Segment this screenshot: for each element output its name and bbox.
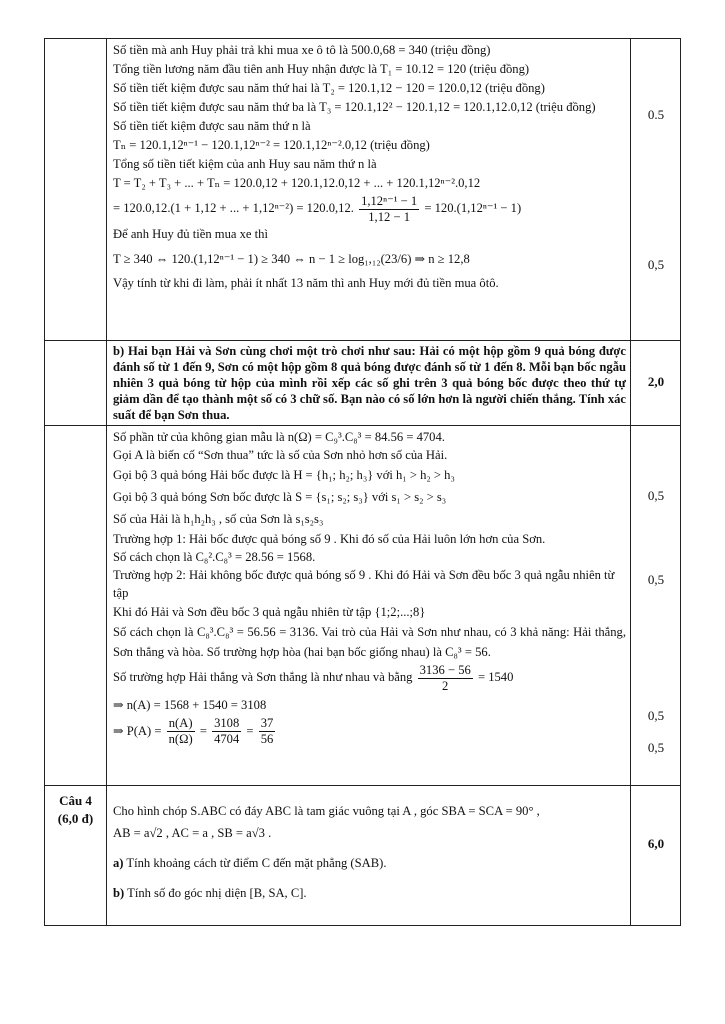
denominator: 1,12 − 1 — [368, 209, 410, 224]
score-cell — [631, 426, 681, 786]
fraction — [418, 663, 473, 694]
question-label-cell — [45, 786, 107, 926]
score-value: 0,5 — [647, 740, 665, 755]
score-value: 0,5 — [647, 257, 665, 272]
fraction — [359, 194, 419, 225]
fraction — [259, 716, 276, 747]
solution-line: Số của Hải là h₁h₂h₃ , số của Sơn là s₁s₂s₃ — [113, 512, 324, 526]
denominator: 2 — [442, 678, 449, 693]
question-cell-empty — [45, 39, 107, 341]
solution-line: Số tiền tiết kiệm được sau năm thứ hai là T₂ = 120.1,12 − 120 = 120.0,12 (triệu đồng) — [113, 81, 545, 95]
subquestion-text: Tính số đo góc nhị diện [B, SA, C]. — [127, 886, 307, 900]
score-value: 6,0 — [647, 836, 665, 851]
denominator: n(Ω) — [168, 732, 193, 747]
solution-line: Vậy tính từ khi đi làm, phải ít nhất 13 năm thì anh Huy mới đủ tiền mua ôtô. — [113, 275, 499, 290]
solution-line: Để anh Huy đủ tiền mua xe thì — [113, 226, 268, 241]
solution-line: Tₙ = 120.1,12ⁿ⁻¹ − 120.1,12ⁿ⁻² = 120.1,12ⁿ⁻².0,12 (triệu đồng) — [113, 138, 430, 152]
question-4-cell — [107, 786, 631, 926]
question-number: Câu 4 — [59, 793, 92, 808]
solution-line: Số tiền tiết kiệm được sau năm thứ ba là T₃ = 120.1,12² − 120.1,12 = 120.1,12.0,12 (triệu đồng) — [113, 100, 596, 114]
solution-line-fraction — [113, 662, 626, 694]
solution-line: Trường hợp 1: Hải bốc được quả bóng số 9 . Khi đó số của Hải luôn lớn hơn của Sơn. — [113, 532, 546, 546]
numerator: 1,12ⁿ⁻¹ − 1 — [361, 193, 418, 208]
denominator: 56 — [260, 732, 274, 747]
solution-line: Gọi bộ 3 quả bóng Hải bốc được là H = {h₁; h₂; h₃} với h₁ > h₂ > h₃ — [113, 468, 455, 482]
solution-line: Số tiền tiết kiệm được sau năm thứ n là — [113, 119, 311, 133]
solution-line: Số cách chọn là C₈².C₈³ = 28.56 = 1568. — [113, 550, 316, 564]
solution-line: Gọi bộ 3 quả bóng Sơn bốc được là S = {s₁; s₂; s₃} với s₁ > s₂ > s₃ — [113, 490, 447, 504]
row-part-b-problem — [45, 341, 681, 426]
question-cell-empty — [45, 341, 107, 426]
formula-text: = — [199, 723, 207, 738]
part-label: a) — [113, 856, 124, 870]
question-points: (6,0 đ) — [57, 811, 94, 826]
solution-line: T = T₂ + T₃ + ... + Tₙ = 120.0,12 + 120.1,12.0,12 + ... + 120.1,12ⁿ⁻².0,12 — [113, 176, 481, 190]
formula-text: Số trường hợp Hải thắng và Sơn thắng là như nhau và bằng — [113, 670, 413, 684]
solution-line-fraction — [113, 716, 626, 748]
row-question-4 — [45, 786, 681, 926]
row-part-a-solution — [45, 39, 681, 341]
score-cell — [631, 786, 681, 926]
solution-line: Số cách chọn là C₈³.C₈³ = 56.56 = 3136. Vai trò của Hải và Sơn như nhau, có 3 khả năng: Hải thắng, Sơn thắng và hòa. Số trường hợp hòa (hai bạn bốc giống nhau) là C₈³ = 56. — [113, 625, 626, 659]
solution-line-fraction — [113, 193, 626, 225]
solution-line: Trường hợp 2: Hải không bốc được quả bóng số 9 . Khi đó Hải và Sơn đều bốc 3 quả ngẫu nhiên từ tập — [113, 568, 615, 600]
formula-text: = — [246, 723, 254, 738]
formula-text: = 120.0,12.(1 + 1,12 + ... + 1,12ⁿ⁻²) = 120.0,12. — [113, 201, 354, 215]
numerator: 3108 — [214, 716, 240, 731]
question-cell-empty — [45, 426, 107, 786]
solution-line: Khi đó Hải và Sơn đều bốc 3 quả ngẫu nhiên từ tập {1;2;...;8} — [113, 605, 426, 619]
formula-text: = 120.(1,12ⁿ⁻¹ − 1) — [424, 201, 522, 215]
part-a-solution-cell — [107, 39, 631, 341]
subquestion-b — [113, 882, 626, 904]
score-cell — [631, 341, 681, 426]
solution-line: Tổng số tiền tiết kiệm của anh Huy sau năm thứ n là — [113, 157, 377, 171]
score-value: 0.5 — [647, 107, 665, 122]
formula-text: ⇒ P(A) = — [113, 723, 162, 738]
formula-text: = 1540 — [477, 670, 514, 684]
part-label: b) — [113, 344, 125, 358]
part-label: b) — [113, 886, 125, 900]
subquestion-a — [113, 852, 626, 874]
score-value: 0,5 — [647, 488, 665, 503]
solution-line: ⇒ n(A) = 1568 + 1540 = 3108 — [113, 697, 267, 712]
score-value: 0,5 — [647, 708, 665, 723]
solution-line: Gọi A là biến cố “Sơn thua” tức là số của Sơn nhỏ hơn số của Hải. — [113, 448, 448, 462]
numerator: 3136 − 56 — [419, 662, 471, 677]
solution-line: Số phần tử của không gian mẫu là n(Ω) = C₉³.C₈³ = 84.56 = 4704. — [113, 430, 445, 444]
denominator: 4704 — [214, 732, 240, 747]
part-b-solution-cell — [107, 426, 631, 786]
part-b-problem-cell — [107, 341, 631, 426]
problem-intro: Cho hình chóp S.ABC có đáy ABC là tam giác vuông tại A , góc SBA = SCA = 90° , — [113, 804, 540, 818]
numerator: 37 — [260, 716, 274, 731]
row-part-b-solution — [45, 426, 681, 786]
score-cell — [631, 39, 681, 341]
subquestion-text: Tính khoảng cách từ điểm C đến mặt phẳng (SAB). — [126, 856, 387, 870]
solution-line: Tổng tiền lương năm đầu tiên anh Huy nhận được là T₁ = 10.12 = 120 (triệu đồng) — [113, 62, 530, 76]
score-value: 0,5 — [647, 572, 665, 587]
answer-key-table — [44, 38, 681, 926]
solution-line: Số tiền mà anh Huy phải trả khi mua xe ô tô là 500.0,68 = 340 (triệu đồng) — [113, 43, 491, 57]
score-value: 2,0 — [647, 374, 665, 389]
problem-given: AB = a√2 , AC = a , SB = a√3 . — [113, 826, 272, 840]
fraction — [167, 716, 195, 747]
solution-line: T ≥ 340 ⇔ 120.(1,12ⁿ⁻¹ − 1) ≥ 340 ⇔ n − 1 ≥ log₁,₁₂(23/6) ⇒ n ≥ 12,8 — [113, 251, 470, 266]
answer-key-table-wrapper — [44, 38, 680, 926]
problem-text: Hai bạn Hải và Sơn cùng chơi một trò chơi như sau: Hải có một hộp gồm 9 quả bóng được đánh số từ 1 đến 9, Sơn có một hộp gồm 8 quả bóng được đánh số từ 1 đến 8. Mỗi bạn bốc ngẫu nhiên 3 quả bóng từ hộp của mình rồi xếp các số ghi trên 3 quả bóng bốc được theo thứ tự giảm dần để tạo thành một số có 3 chữ số. Bạn nào có số lớn hơn là người chiến thắng. Tính xác suất để bạn Sơn thua. — [113, 344, 626, 422]
fraction — [212, 716, 241, 747]
numerator: n(A) — [167, 716, 195, 732]
